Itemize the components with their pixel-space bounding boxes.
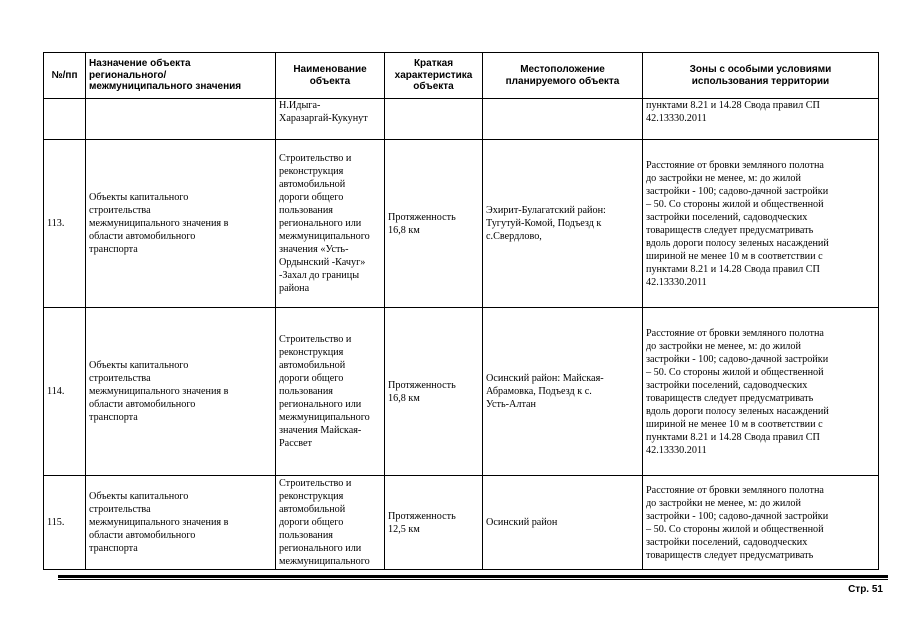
cell-purpose: Объекты капитального строительства межмуниципального значения в области автомобильного транспорта [86, 308, 276, 476]
header-num: №/пп [44, 53, 86, 99]
cell-location: Эхирит-Булагатский район: Тугутуй-Комой, Подъезд к с.Свердлово, [483, 140, 643, 308]
table-row-continuation [44, 99, 879, 140]
cell-location: Осинский район [483, 476, 643, 570]
cell-brief: Протяженность 12,5 км [385, 476, 483, 570]
footer-rule-thin [58, 579, 888, 580]
cell-zones: Расстояние от бровки земляного полотна до застройки не менее, м: до жилой застройки - 100; садово-дачной застройки – 50. Со стороны жилой и общественной застройки поселений, садоводческих товариществ следует предусматривать [643, 476, 879, 570]
header-brief: Краткая характеристика объекта [385, 53, 483, 99]
page-number: Стр. 51 [848, 584, 883, 595]
header-location: Местоположение планируемого объекта [483, 53, 643, 99]
cell-num: 114. [44, 308, 86, 476]
table-row [44, 476, 879, 570]
header-purpose: Назначение объекта регионального/ межмуниципального значения [86, 53, 276, 99]
cell-location [483, 99, 643, 140]
cell-zones: Расстояние от бровки земляного полотна до застройки не менее, м: до жилой застройки - 100; садово-дачной застройки – 50. Со стороны жилой и общественной застройки поселений, садоводческих товариществ следует предусматривать вдоль дороги полосу зеленых насаждений шириной не менее 10 м в соответствии с пунктами 8.21 и 14.28 Свода правил СП 42.13330.2011 [643, 308, 879, 476]
table-row [44, 308, 879, 476]
cell-brief [385, 99, 483, 140]
cell-num [44, 99, 86, 140]
cell-brief: Протяженность 16,8 км [385, 140, 483, 308]
cell-purpose: Объекты капитального строительства межмуниципального значения в области автомобильного транспорта [86, 476, 276, 570]
cell-zones: Расстояние от бровки земляного полотна до застройки не менее, м: до жилой застройки - 100; садово-дачной застройки – 50. Со стороны жилой и общественной застройки поселений, садоводческих товариществ следует предусматривать вдоль дороги полосу зеленых насаждений шириной не менее 10 м в соответствии с пунктами 8.21 и 14.28 Свода правил СП 42.13330.2011 [643, 140, 879, 308]
table-header-row [44, 53, 879, 99]
footer-rule-thick [58, 575, 888, 578]
cell-name: Строительство и реконструкция автомобильной дороги общего пользования регионального или межмуниципального значения «Усть- Ордынский -Качуг» -Захал до границы района [276, 140, 385, 308]
cell-name: Н.Идыга- Харазаргай-Кукунут [276, 99, 385, 140]
cell-name: Строительство и реконструкция автомобильной дороги общего пользования регионального или межмуниципального [276, 476, 385, 570]
cell-zones: пунктами 8.21 и 14.28 Свода правил СП 42.13330.2011 [643, 99, 879, 140]
cell-brief: Протяженность 16,8 км [385, 308, 483, 476]
header-zones: Зоны с особыми условиями использования территории [643, 53, 879, 99]
header-name: Наименование объекта [276, 53, 385, 99]
cell-num: 113. [44, 140, 86, 308]
cell-purpose [86, 99, 276, 140]
cell-location: Осинский район: Майская- Абрамовка, Подъезд к с. Усть-Алтан [483, 308, 643, 476]
objects-table [43, 52, 879, 570]
cell-num: 115. [44, 476, 86, 570]
table-row [44, 140, 879, 308]
cell-purpose: Объекты капитального строительства межмуниципального значения в области автомобильного транспорта [86, 140, 276, 308]
cell-name: Строительство и реконструкция автомобильной дороги общего пользования регионального или межмуниципального значения Майская- Рассвет [276, 308, 385, 476]
